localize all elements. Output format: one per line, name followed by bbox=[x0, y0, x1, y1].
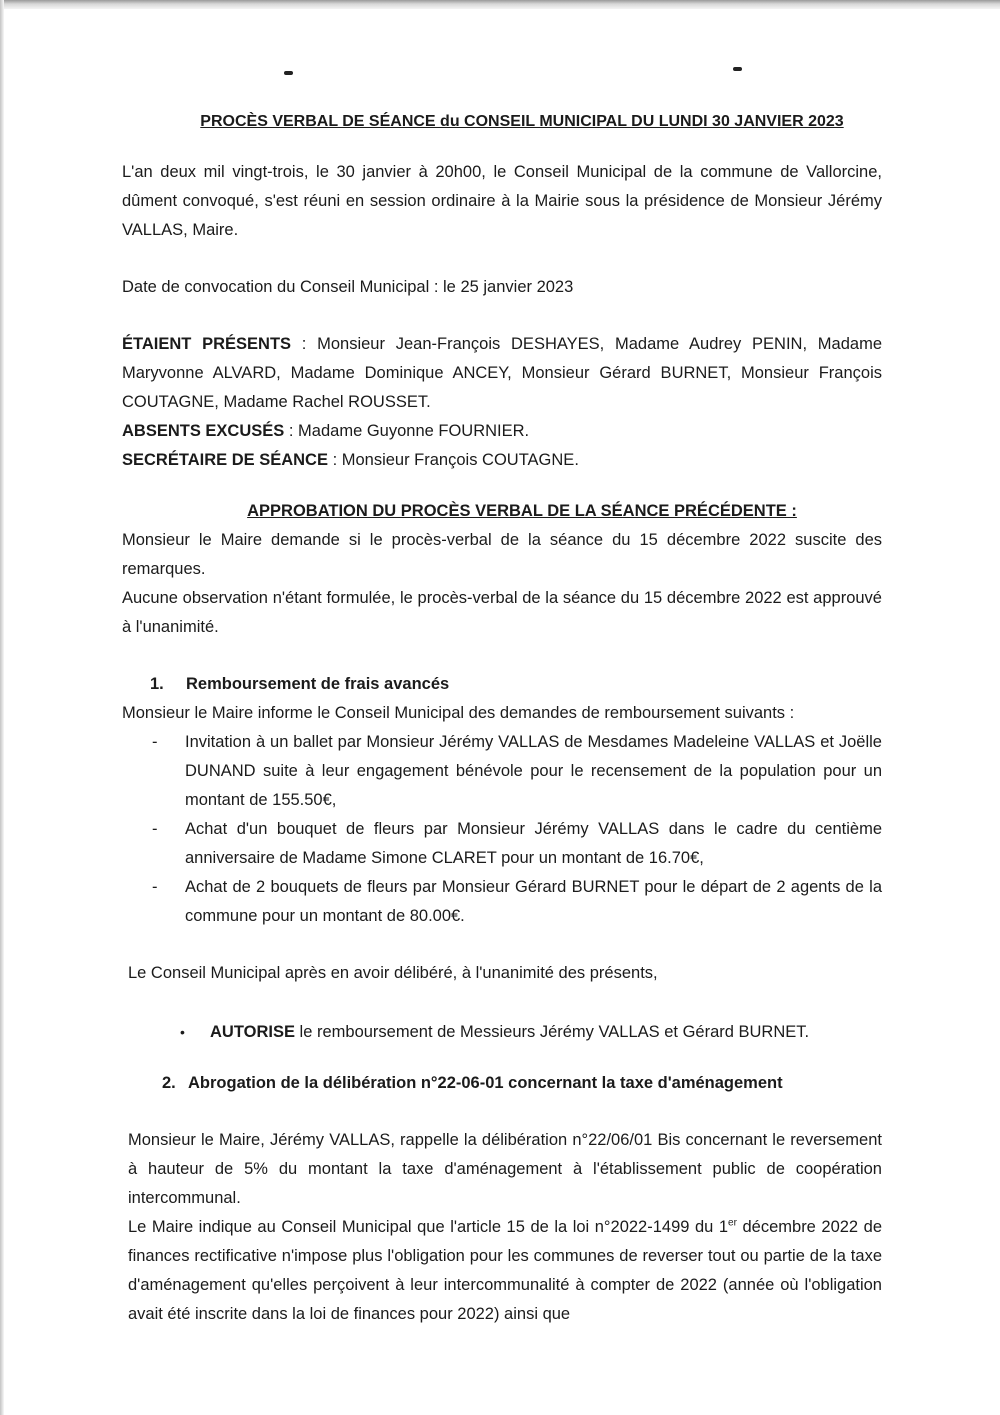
dash-marker: - bbox=[152, 878, 158, 896]
section-1-title: Remboursement de frais avancés bbox=[186, 675, 450, 693]
list-item bbox=[122, 728, 882, 815]
intro-paragraph: L'an deux mil vingt-trois, le 30 janvier à 20h00, le Conseil Municipal de la commune de Vallorcine, dûment convoqué, s'est réuni en session ordinaire à la Mairie sous la présidence de Monsieur Jérémy VALLAS, Maire. bbox=[122, 163, 882, 239]
section-2-heading bbox=[162, 1069, 882, 1098]
document-page bbox=[122, 110, 882, 1329]
section-2-number: 2. bbox=[162, 1074, 176, 1092]
document-title: PROCÈS VERBAL DE SÉANCE du CONSEIL MUNICIPAL DU LUNDI 30 JANVIER 2023 bbox=[200, 113, 844, 130]
scan-speck bbox=[284, 71, 293, 75]
section-2-p2-start: Le Maire indique au Conseil Municipal que l'article 15 de la loi n°2022-1499 du 1 bbox=[128, 1218, 729, 1236]
reimbursement-list bbox=[122, 728, 882, 931]
presents-paragraph bbox=[122, 330, 882, 417]
list-item bbox=[122, 873, 882, 931]
approbation-heading: APPROBATION DU PROCÈS VERBAL DE LA SÉANCE PRÉCÉDENTE : bbox=[247, 502, 797, 520]
scan-speck bbox=[733, 67, 742, 71]
absents-label: ABSENTS EXCUSÉS bbox=[122, 422, 285, 440]
bullet-marker: • bbox=[180, 1024, 185, 1040]
section-2-p2-end: décembre 2022 de finances rectificative n'impose plus l'obligation pour les communes de reverser tout ou partie de la taxe d'aménagement qu'elles perçoivent à leur intercommunalité à compter de 2022 (année où l'obligation avait été inscrite dans la loi de finances pour 2022) ainsi que bbox=[128, 1218, 882, 1323]
section-2-paragraph-2 bbox=[128, 1213, 882, 1329]
secretaire-label: SECRÉTAIRE DE SÉANCE bbox=[122, 451, 328, 469]
list-item-text: Invitation à un ballet par Monsieur Jérémy VALLAS de Mesdames Madeleine VALLAS et Joëlle DUNAND suite à leur engagement bénévole pour le recensement de la population pour un montant de 155.50€, bbox=[185, 733, 882, 809]
convocation-date: Date de convocation du Conseil Municipal : le 25 janvier 2023 bbox=[122, 278, 574, 296]
secretaire-text: : Monsieur François COUTAGNE. bbox=[327, 451, 579, 469]
decision-paragraph bbox=[180, 1018, 882, 1047]
secretaire-paragraph bbox=[122, 446, 882, 475]
deliberation-paragraph: Le Conseil Municipal après en avoir délibéré, à l'unanimité des présents, bbox=[128, 964, 658, 982]
approbation-paragraph-2: Aucune observation n'étant formulée, le procès-verbal de la séance du 15 décembre 2022 est approuvé à l'unanimité. bbox=[122, 589, 882, 636]
superscript-er: er bbox=[728, 1217, 737, 1229]
section-1-heading bbox=[150, 670, 882, 699]
section-2-title: Abrogation de la délibération n°22-06-01 concernant la taxe d'aménagement bbox=[188, 1074, 783, 1092]
approbation-paragraph-1: Monsieur le Maire demande si le procès-verbal de la séance du 15 décembre 2022 suscite des remarques. bbox=[122, 531, 882, 578]
presents-label: ÉTAIENT PRÉSENTS bbox=[122, 335, 292, 353]
scan-edge-top bbox=[0, 0, 1000, 9]
list-item bbox=[122, 815, 882, 873]
dash-marker: - bbox=[152, 733, 158, 751]
section-1-intro: Monsieur le Maire informe le Conseil Municipal des demandes de remboursement suivants : bbox=[122, 704, 795, 722]
absents-text: : Madame Guyonne FOURNIER. bbox=[284, 422, 530, 440]
absents-paragraph bbox=[122, 417, 882, 446]
list-item-text: Achat d'un bouquet de fleurs par Monsieur Jérémy VALLAS dans le cadre du centième anniversaire de Madame Simone CLARET pour un montant de 16.70€, bbox=[185, 820, 882, 867]
presents-text: : Monsieur Jean-François DESHAYES, Madame Audrey PENIN, Madame Maryvonne ALVARD, Madame Dominique ANCEY, Monsieur Gérard BURNET, Monsieur François COUTAGNE, Madame Rachel ROUSSET. bbox=[122, 335, 882, 411]
section-2-paragraph-1: Monsieur le Maire, Jérémy VALLAS, rappelle la délibération n°22/06/01 Bis concernant le reversement à hauteur de 5% du montant la taxe d'aménagement à l'établissement public de coopération intercommunal. bbox=[128, 1131, 882, 1207]
scan-edge-left bbox=[0, 0, 4, 1415]
section-1-number: 1. bbox=[150, 675, 164, 693]
list-item-text: Achat de 2 bouquets de fleurs par Monsieur Gérard BURNET pour le départ de 2 agents de la commune pour un montant de 80.00€. bbox=[185, 878, 882, 925]
decision-text: le remboursement de Messieurs Jérémy VALLAS et Gérard BURNET. bbox=[294, 1023, 810, 1041]
decision-label: AUTORISE bbox=[210, 1023, 295, 1041]
dash-marker: - bbox=[152, 820, 158, 838]
